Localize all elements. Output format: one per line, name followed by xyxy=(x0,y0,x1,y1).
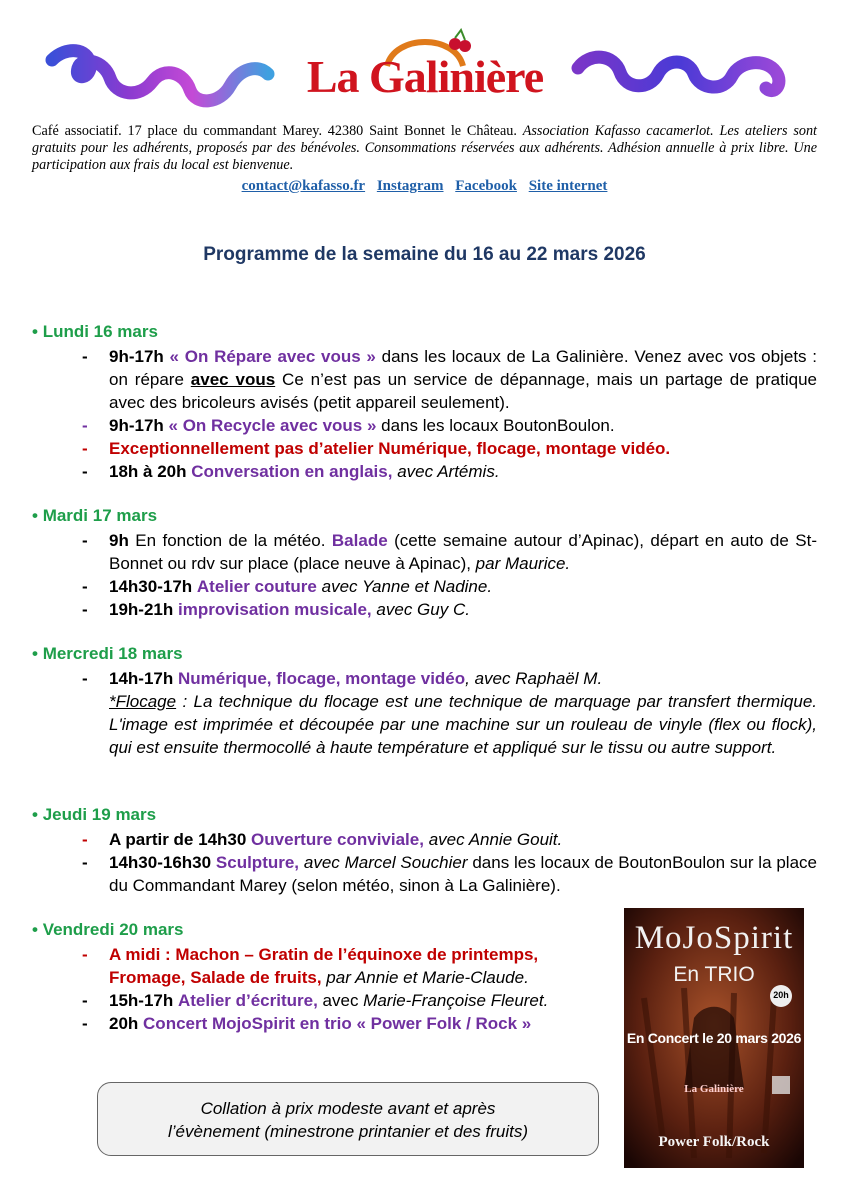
poster-genre: Power Folk/Rock xyxy=(658,1134,770,1150)
intro-paragraph xyxy=(32,123,817,174)
list-item: - 14h30-16h30 Sculpture, avec Marcel Souchier dans les locaux de BoutonBoulon sur la place du Commandant Marey (selon météo, sinon à La Galinière). xyxy=(82,853,817,895)
day-heading-thursday: • Jeudi 19 mars xyxy=(32,805,157,824)
list-item: - 9h-17h « On Répare avec vous » dans les locaux de La Galinière. Venez avec vos objets : on répare avec vous Ce n’est pas un service de dépannage, mais un partage de pratique avec des bricoleurs avisés (petit appareil seulement). xyxy=(82,347,818,412)
callout-line-2: l’évènement (minestrone printanier et des fruits) xyxy=(168,1122,528,1141)
list-item: - 19h-21h improvisation musicale, avec Guy C. xyxy=(82,600,470,619)
list-item: - 14h-17h Numérique, flocage, montage vidéo, avec Raphaël M. *Flocage : La technique du flocage est une technique de marquage par transfert thermique. L'image est imprimée et découpée par une machine sur un rouleau de vinyle (flex ou flock), qui est ensuite thermocollé à haute température et appliqué sur le tissu ou autre support. xyxy=(82,669,817,757)
list-item: - 18h à 20h Conversation en anglais, avec Artémis. xyxy=(82,462,500,481)
intro-address: Café associatif. 17 place du commandant Marey. 42380 Saint Bonnet le Château. xyxy=(32,123,523,139)
logo xyxy=(295,28,555,110)
list-item: - 20h Concert MojoSpirit en trio « Power Folk / Rock » xyxy=(82,1014,532,1033)
concert-poster xyxy=(624,908,804,1168)
wednesday-list xyxy=(82,667,817,759)
list-item: - 9h En fonction de la météo. Balade (cette semaine autour d’Apinac), départ en auto de St-Bonnet ou rdv sur place (place neuve à Apinac), par Maurice. xyxy=(82,531,817,573)
page-title: Programme de la semaine du 16 au 22 mars 2026 xyxy=(203,244,646,265)
link-facebook[interactable]: Facebook xyxy=(455,178,517,194)
poster-title: MoJoSpirit xyxy=(634,920,794,956)
poster-subtitle: En TRIO xyxy=(673,963,755,986)
day-heading-monday: • Lundi 16 mars xyxy=(32,322,158,341)
day-heading-wednesday: • Mercredi 18 mars xyxy=(32,644,183,663)
list-item: - 9h-17h « On Recycle avec vous » dans les locaux BoutonBoulon. xyxy=(82,416,615,435)
callout-line-1: Collation à prix modeste avant et après xyxy=(200,1099,496,1118)
decorative-swirl-left xyxy=(44,38,276,118)
poster-venue: La Galinière xyxy=(684,1083,744,1095)
flocage-note: *Flocage : La technique du flocage est une technique de marquage par transfert thermique. L'image est imprimée et découpée par une machine sur un rouleau de vinyle (flex ou flock), qui est ensuite thermocollé à haute température et appliqué sur le tissu ou autre support. xyxy=(109,692,817,757)
header xyxy=(0,0,849,120)
link-instagram[interactable]: Instagram xyxy=(376,178,444,194)
logo-text: La Galinière xyxy=(306,51,544,102)
list-item: - Exceptionnellement pas d’atelier Numérique, flocage, montage vidéo. xyxy=(82,439,671,458)
poster-badge: 20h xyxy=(773,990,789,1000)
links-bar xyxy=(0,178,849,195)
link-website[interactable]: Site internet xyxy=(528,178,608,194)
bullet: • xyxy=(32,322,38,341)
intro-association: Association Kafasso cacamerlot. Les ateliers sont gratuits pour les adhérents, proposés par des bénévoles. Consommations réservées aux adhérents. Adhésion annuelle à prix libre. Une participation aux frais du local est bienvenue. xyxy=(32,123,817,173)
poster-concert-date: En Concert le 20 mars 2026 xyxy=(626,1030,802,1046)
list-item: - A midi : Machon – Gratin de l’équinoxe de printemps, Fromage, Salade de fruits, par Annie et Marie-Claude. xyxy=(82,945,539,987)
callout-box xyxy=(97,1082,599,1156)
decorative-swirl-right xyxy=(570,38,800,118)
list-item: - A partir de 14h30 Ouverture conviviale, avec Annie Gouit. xyxy=(82,830,563,849)
list-item: - 15h-17h Atelier d’écriture, avec Marie-Françoise Fleuret. xyxy=(82,991,549,1010)
tuesday-list xyxy=(82,529,817,621)
thursday-list xyxy=(82,828,817,897)
list-item: - 14h30-17h Atelier couture avec Yanne et Nadine. xyxy=(82,577,493,596)
day-heading-tuesday: • Mardi 17 mars xyxy=(32,506,158,525)
friday-list xyxy=(82,943,617,1035)
link-email[interactable]: contact@kafasso.fr xyxy=(241,178,366,194)
monday-list xyxy=(82,345,817,483)
day-heading-friday: • Vendredi 20 mars xyxy=(32,920,184,939)
